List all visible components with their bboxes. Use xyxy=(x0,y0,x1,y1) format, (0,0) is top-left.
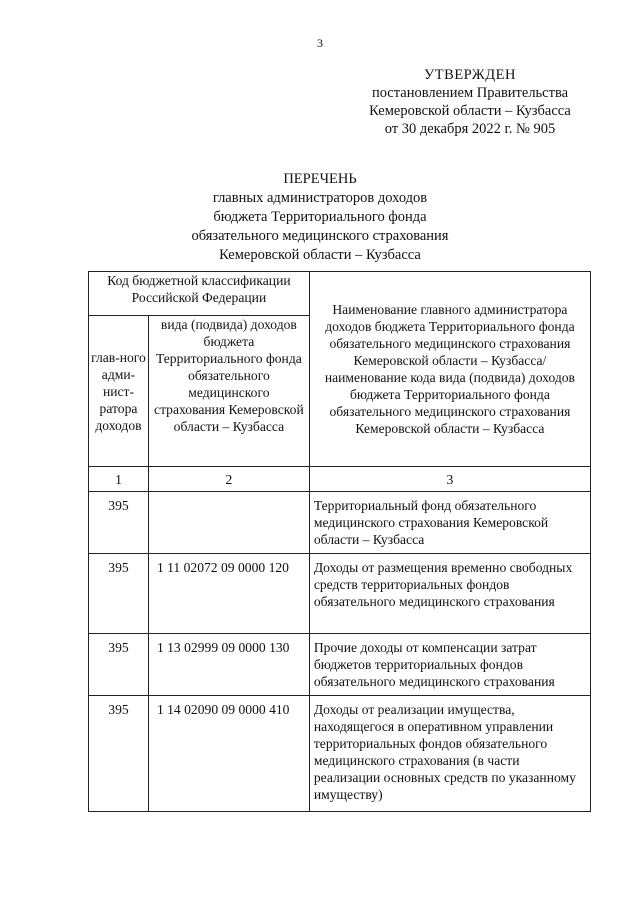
income-name-cell: Территориальный фонд обязательного медицинского страхования Кемеровской области – Кузбасса xyxy=(309,492,590,554)
column-number: 3 xyxy=(309,467,590,492)
approval-block xyxy=(330,66,610,138)
income-name-cell: Прочие доходы от компенсации затрат бюджетов территориальных фондов обязательного медицинского страхования xyxy=(309,634,590,696)
admin-code-cell: 395 xyxy=(89,492,149,554)
title-line: бюджета Территориального фонда xyxy=(213,209,427,225)
document-title xyxy=(0,170,640,265)
title-line: обязательного медицинского страхования xyxy=(191,228,449,244)
admin-code-cell: 395 xyxy=(89,696,149,812)
table-row xyxy=(89,554,591,634)
header-administrator-name: Наименование главного администратора доходов бюджета Территориального фонда обязательного медицинского страхования Кемеровской области – Кузбасса/наименование кода вида (подвида) доходов бюджета Территориального фонда обязательного медицинского страхования Кемеровской области – Кузбасса xyxy=(309,272,590,467)
income-name-cell: Доходы от размещения временно свободных средств территориальных фондов обязательного медицинского страхования xyxy=(309,554,590,634)
page-number: 3 xyxy=(317,36,323,50)
administrators-table xyxy=(88,271,591,812)
table-row xyxy=(89,634,591,696)
approval-line: постановлением Правительства xyxy=(371,85,569,101)
header-income-type: вида (подвида) доходов бюджета Территориального фонда обязательного медицинского страхования Кемеровской области – Кузбасса xyxy=(148,316,309,467)
income-code-cell: 1 11 02072 09 0000 120 xyxy=(148,554,309,634)
income-code-cell xyxy=(148,492,309,554)
income-name-cell: Доходы от реализации имущества, находящегося в оперативном управлении территориальных фондов обязательного медицинского страхования (в части реализации основных средств по указанному имуществу) xyxy=(309,696,590,812)
column-number: 2 xyxy=(148,467,309,492)
admin-code-cell: 395 xyxy=(89,634,149,696)
header-chief-administrator: глав-ного адми-нист-ратора доходов xyxy=(89,316,149,467)
table-row xyxy=(89,696,591,812)
title-line: ПЕРЕЧЕНЬ xyxy=(283,171,357,187)
title-line: главных администраторов доходов xyxy=(212,190,428,206)
approval-line: Кемеровской области – Кузбасса xyxy=(369,103,571,119)
header-budget-classification: Код бюджетной классификации Российской Федерации xyxy=(89,272,310,316)
admin-code-cell: 395 xyxy=(89,554,149,634)
approval-heading: УТВЕРЖДЕН xyxy=(424,67,516,83)
income-code-cell: 1 14 02090 09 0000 410 xyxy=(148,696,309,812)
table-row xyxy=(89,492,591,554)
approval-date-line: от 30 декабря 2022 г. № 905 xyxy=(384,121,556,137)
title-line: Кемеровской области – Кузбасса xyxy=(219,247,421,263)
income-code-cell: 1 13 02999 09 0000 130 xyxy=(148,634,309,696)
column-number: 1 xyxy=(89,467,149,492)
